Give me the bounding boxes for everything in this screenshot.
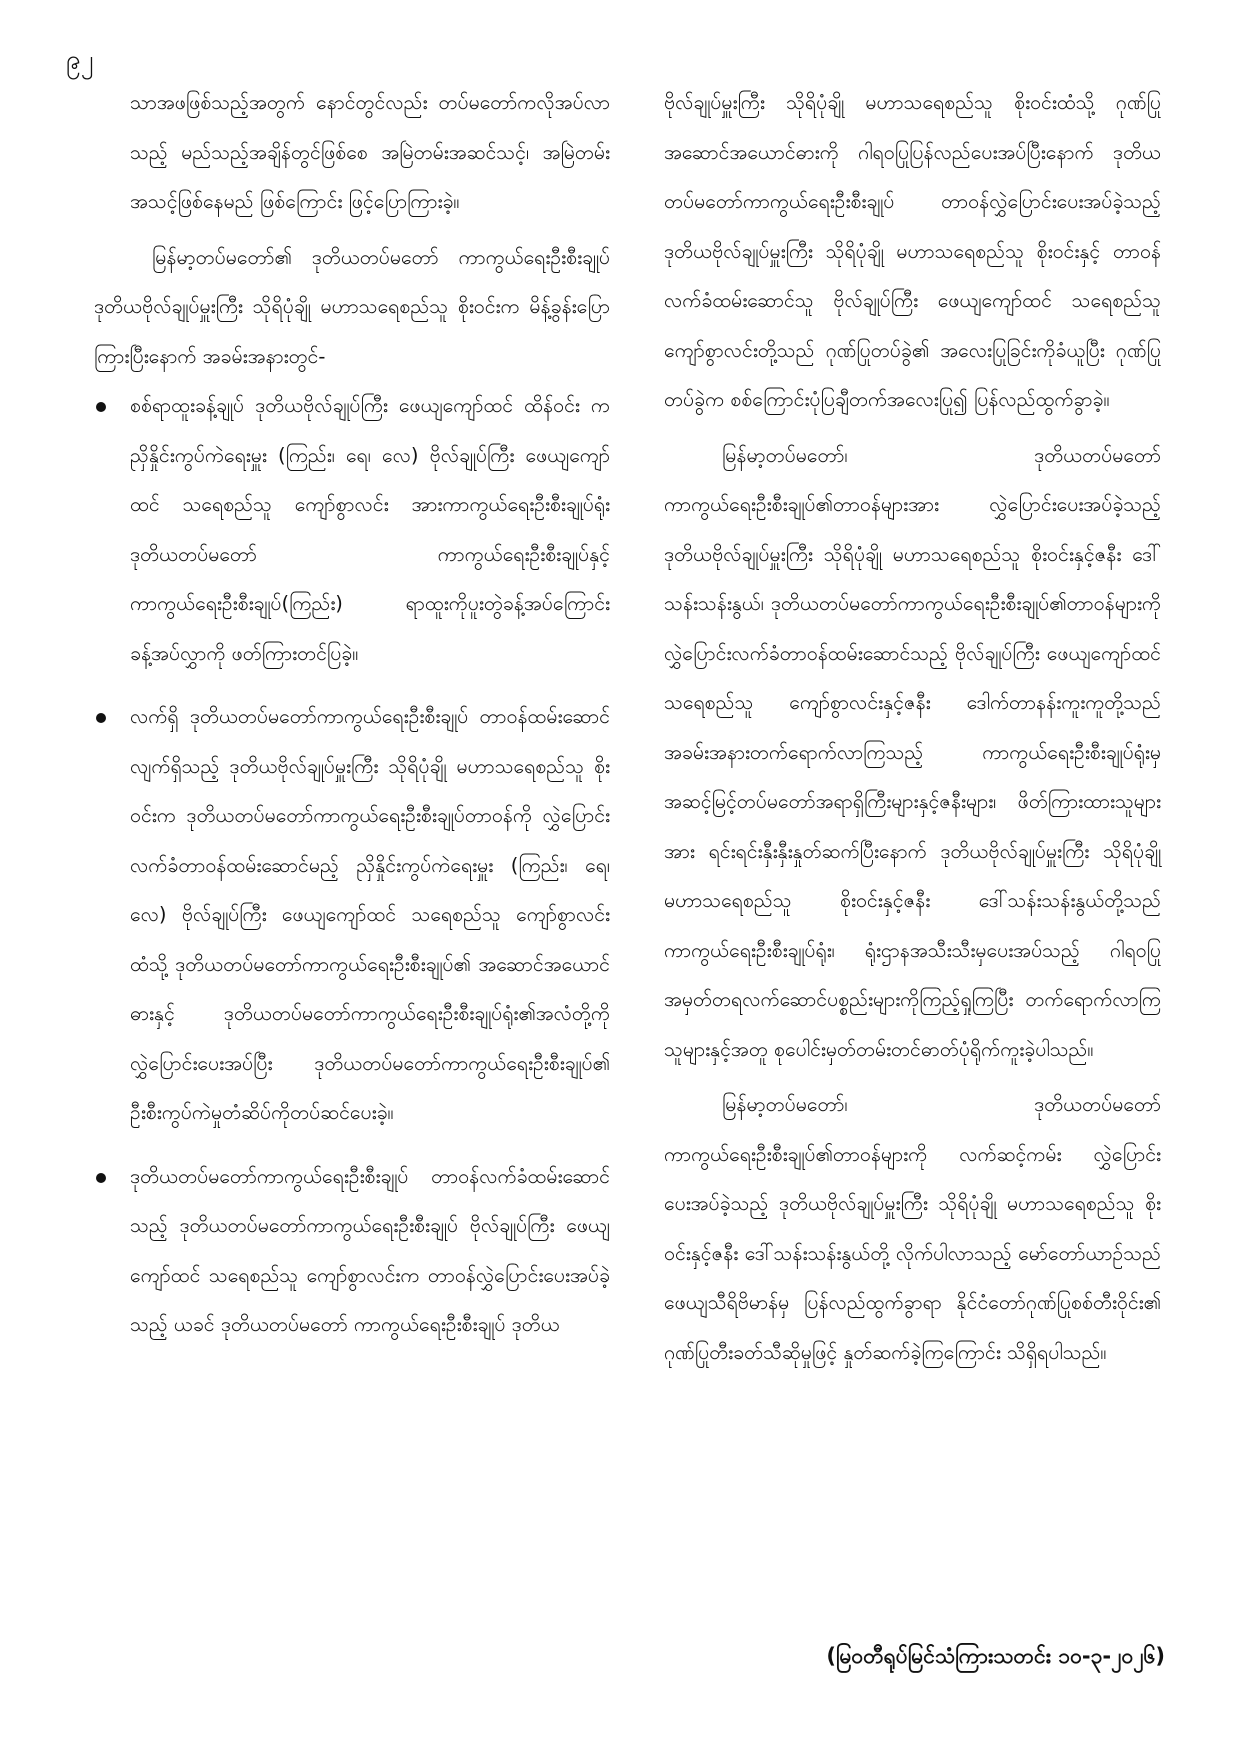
page-number: ၉၂: [66, 45, 94, 75]
continuation-paragraph: ဗိုလ်ချုပ်မှူးကြီး သိုရိပုံချို မဟာသရေစည်သူ စိုးဝင်းထံသို့ ဂုဏ်ပြုအဆောင်အယောင်ဓားကို ဂါရဝပြုပြန်လည်ပေးအပ်ပြီးနောက် ဒုတိယတပ်မတော်ကာကွယ်ရေးဦးစီးချုပ် တာဝန်လွှဲပြောင်းပေးအပ်ခဲ့သည့် ဒုတိယဗိုလ်ချုပ်မှူးကြီး သိုရိပုံချို မဟာသရေစည်သူ စိုးဝင်းနှင့် တာဝန်လက်ခံထမ်းဆောင်သူ ဗိုလ်ချုပ်ကြီး ဖေယျကျော်ထင် သရေစည်သူ ကျော်စွာလင်းတို့သည် ဂုဏ်ပြုတပ်ခွဲ၏ အလေးပြုခြင်းကိုခံယူပြီး ဂုဏ်ပြုတပ်ခွဲက စစ်ကြောင်းပုံပြချီတက်အလေးပြု၍ ပြန်လည်ထွက်ခွာခဲ့။: [664, 91, 1161, 411]
lead-paragraph: မြန်မာ့တပ်မတော်၏ ဒုတိယတပ်မတော် ကာကွယ်ရေးဦးစီးချုပ် ဒုတိယဗိုလ်ချုပ်မှူးကြီး သိုရိပုံချို မဟာသရေစည်သူ စိုးဝင်းက မိန့်ခွန်းပြောကြားပြီးနောက် အခမ်းအနားတွင်-: [94, 245, 610, 368]
bullet-icon: [96, 1173, 106, 1183]
body-paragraph: မြန်မာ့တပ်မတော်၊ ဒုတိယတပ်မတော်ကာကွယ်ရေးဦးစီးချုပ်၏တာဝန်များအား လွှဲပြောင်းပေးအပ်ခဲ့သည့် ဒုတိယဗိုလ်ချုပ်မှူးကြီး သိုရိပုံချို မဟာသရေစည်သူ စိုးဝင်းနှင့်ဇနီး ဒေါ်သန်းသန်းနွယ်၊ ဒုတိယတပ်မတော်ကာကွယ်ရေးဦးစီးချုပ်၏တာဝန်များကို လွှဲပြောင်းလက်ခံတာဝန်ထမ်းဆောင်သည့် ဗိုလ်ချုပ်ကြီး ဖေယျကျော်ထင် သရေစည်သူ ကျော်စွာလင်းနှင့်ဇနီး ဒေါက်တာနန်းကူးကူတို့သည် အခမ်းအနားတက်ရောက်လာကြသည့် ကာကွယ်ရေးဦးစီးချုပ်ရုံးမှ အဆင့်မြင့်တပ်မတော်အရာရှိကြီးများနှင့်ဇနီးများ၊ ဖိတ်ကြားထားသူများအား ရင်းရင်းနှီးနှီးနှုတ်ဆက်ပြီးနောက် ဒုတိယဗိုလ်ချုပ်မှူးကြီး သိုရိပုံချို မဟာသရေစည်သူ စိုးဝင်းနှင့်ဇနီး ဒေါ်သန်းသန်းနွယ်တို့သည် ကာကွယ်ရေးဦးစီးချုပ်ရုံး၊ ရုံးဌာနအသီးသီးမှပေးအပ်သည့် ဂါရဝပြုအမှတ်တရလက်ဆောင်ပစ္စည်းများကိုကြည့်ရှုကြပြီး တက်ရောက်လာကြသူများနှင့်အတူ စုပေါင်းမှတ်တမ်းတင်ဓာတ်ပုံရိုက်ကူးခဲ့ပါသည်။: [664, 443, 1161, 1061]
right-column: [664, 78, 1161, 1377]
list-item: [94, 381, 610, 678]
intro-paragraph: သာအဖဖြစ်သည့်အတွက် နောင်တွင်လည်း တပ်မတော်ကလိုအပ်လာသည့် မည်သည့်အချိန်တွင်ဖြစ်စေ အမြဲတမ်းအဆင်သင့်၊ အမြဲတမ်းအသင့်ဖြစ်နေမည် ဖြစ်ကြောင်း ဖြင့်ပြောကြားခဲ့။: [130, 91, 610, 213]
bullet-icon: [96, 402, 106, 412]
list-item: [94, 1152, 610, 1350]
bullet-icon: [96, 713, 106, 723]
closing-paragraph: မြန်မာ့တပ်မတော်၊ ဒုတိယတပ်မတော်ကာကွယ်ရေးဦးစီးချုပ်၏တာဝန်များကို လက်ဆင့်ကမ်း လွှဲပြောင်းပေးအပ်ခဲ့သည့် ဒုတိယဗိုလ်ချုပ်မှူးကြီး သိုရိပုံချို မဟာသရေစည်သူ စိုးဝင်းနှင့်ဇနီး ဒေါ်သန်းသန်းနွယ်တို့ လိုက်ပါလာသည့် မော်တော်ယာဉ်သည် ဖေယျသီရိဗိမာန်မှ ပြန်လည်ထွက်ခွာရာ နိုင်ငံတော်ဂုဏ်ပြုစစ်တီးဝိုင်း၏ ဂုဏ်ပြုတီးခတ်သီဆိုမှုဖြင့် နှုတ်ဆက်ခဲ့ကြကြောင်း သိရှိရပါသည်။: [664, 1093, 1161, 1364]
bullet-text: စစ်ရာထူးခန့်ချုပ် ဒုတိယဗိုလ်ချုပ်ကြီး ဖေယျကျော်ထင် ထိန်ဝင်း က ညှိနှိုင်းကွပ်ကဲရေးမှူး (ကြည်း၊ ရေ၊ လေ) ဗိုလ်ချုပ်ကြီး ဖေယျကျော်ထင် သရေစည်သူ ကျော်စွာလင်း အားကာကွယ်ရေးဦးစီးချုပ်ရုံး ဒုတိယတပ်မတော် ကာကွယ်ရေးဦးစီးချုပ်နှင့် ကာကွယ်ရေးဦးစီးချုပ်(ကြည်း) ရာထူးကိုပူးတွဲခန့်အပ်ကြောင်း ခန့်အပ်လွှာကို ဖတ်ကြားတင်ပြခဲ့။: [130, 394, 610, 665]
source-citation: (မြဝတီရုပ်မြင်သံကြားသတင်း ၁၀-၃-၂၀၂၆): [826, 1644, 1165, 1668]
left-column: [94, 78, 610, 1350]
bullet-list: [94, 381, 610, 1350]
list-item: [94, 692, 610, 1138]
bullet-text: လက်ရှိ ဒုတိယတပ်မတော်ကာကွယ်ရေးဦးစီးချုပ် တာဝန်ထမ်းဆောင်လျက်ရှိသည့် ဒုတိယဗိုလ်ချုပ်မှူးကြီး သိုရိပုံချို မဟာသရေစည်သူ စိုးဝင်းက ဒုတိယတပ်မတော်ကာကွယ်ရေးဦးစီးချုပ်တာဝန်ကို လွှဲပြောင်းလက်ခံတာဝန်ထမ်းဆောင်မည့် ညှိနှိုင်းကွပ်ကဲရေးမှူး (ကြည်း၊ ရေ၊ လေ) ဗိုလ်ချုပ်ကြီး ဖေယျကျော်ထင် သရေစည်သူ ကျော်စွာလင်း ထံသို့ ဒုတိယတပ်မတော်ကာကွယ်ရေးဦးစီးချုပ်၏ အဆောင်အယောင်ဓားနှင့် ဒုတိယတပ်မတော်ကာကွယ်ရေးဦးစီးချုပ်ရုံး၏အလံတို့ကို လွှဲပြောင်းပေးအပ်ပြီး ဒုတိယတပ်မတော်ကာကွယ်ရေးဦးစီးချုပ်၏ ဦးစီးကွပ်ကဲမှုတံဆိပ်ကိုတပ်ဆင်ပေးခဲ့။: [130, 705, 610, 1124]
bullet-text: ဒုတိယတပ်မတော်ကာကွယ်ရေးဦးစီးချုပ် တာဝန်လက်ခံထမ်းဆောင်သည့် ဒုတိယတပ်မတော်ကာကွယ်ရေးဦးစီးချုပ် ဗိုလ်ချုပ်ကြီး ဖေယျကျော်ထင် သရေစည်သူ ကျော်စွာလင်းက တာဝန်လွှဲပြောင်းပေးအပ်ခဲ့သည့် ယခင် ဒုတိယတပ်မတော် ကာကွယ်ရေးဦးစီးချုပ် ဒုတိယ: [130, 1164, 610, 1336]
